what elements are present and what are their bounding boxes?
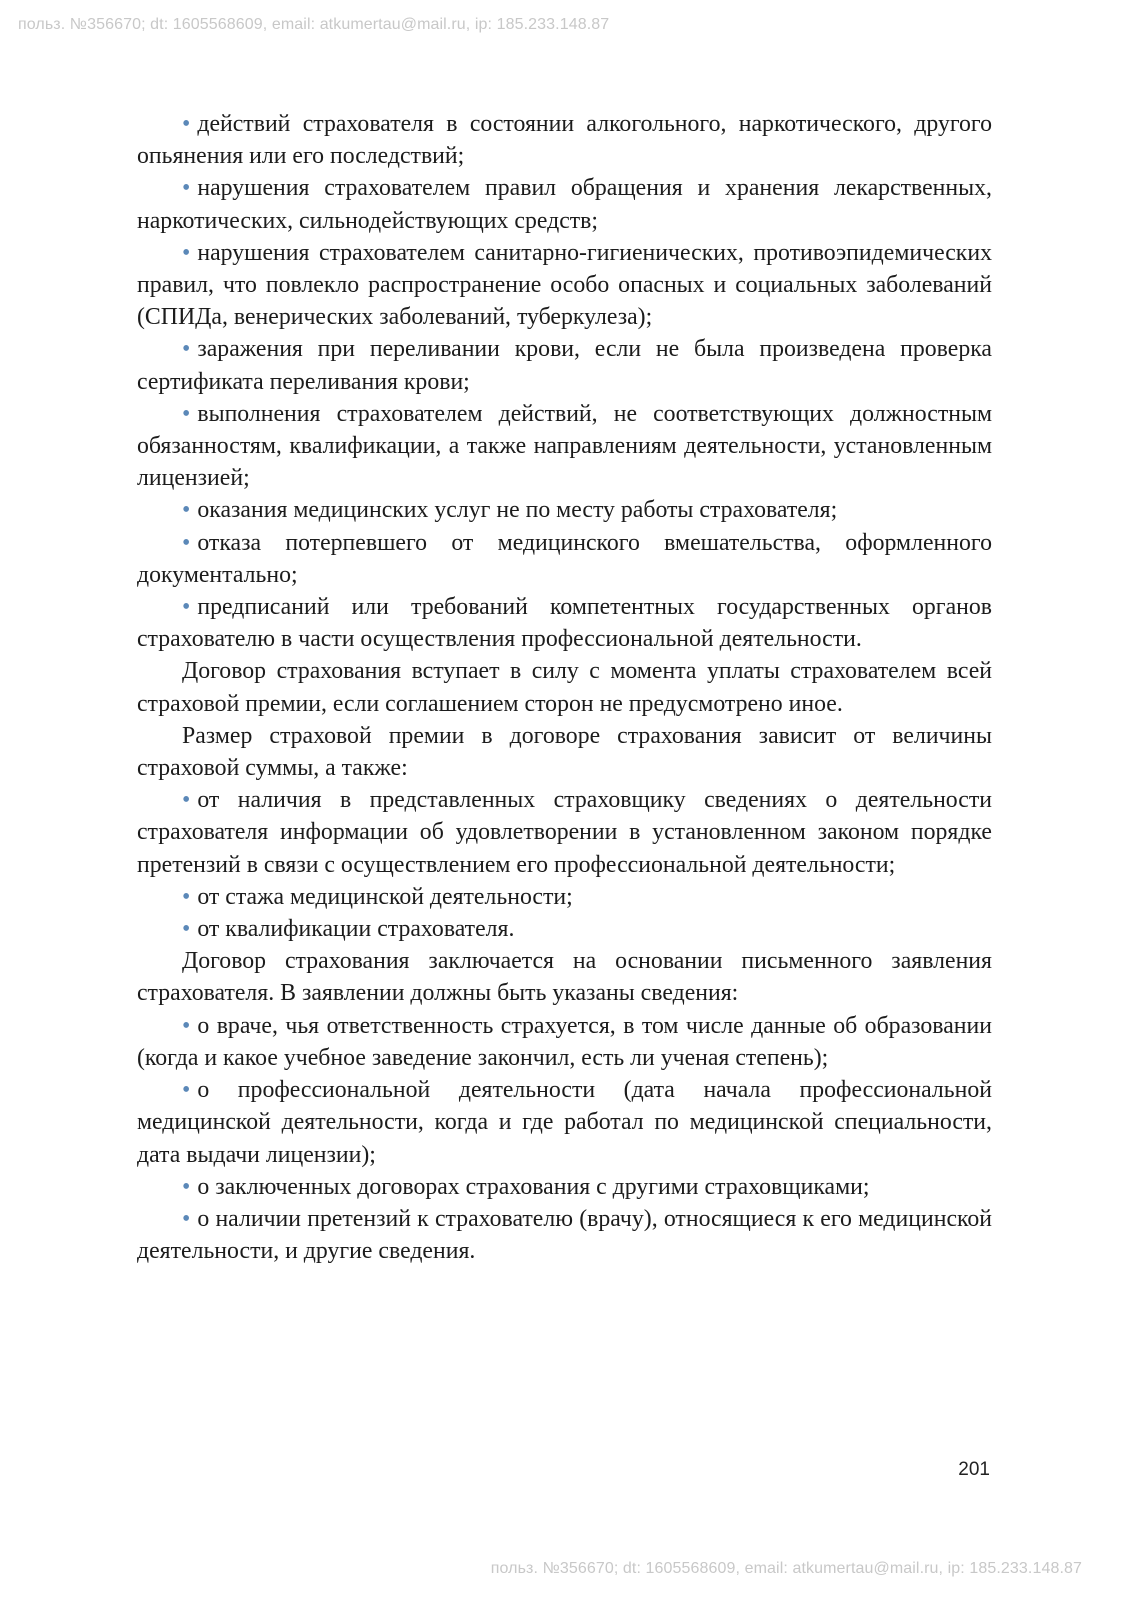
paragraph	[137, 1010, 992, 1074]
paragraph	[137, 108, 992, 172]
bullet-marker: •	[182, 175, 191, 202]
bullet-marker: •	[182, 239, 191, 266]
paragraph	[137, 527, 992, 591]
paragraph	[137, 913, 992, 945]
paragraph	[137, 1074, 992, 1171]
watermark-top: польз. №356670; dt: 1605568609, email: atkumertau@mail.ru, ip: 185.233.148.87	[18, 16, 610, 33]
paragraph-text: Договор страхования заключается на основании письменного заявления страхователя. В заявлении должны быть указаны сведения:	[137, 948, 992, 1007]
bullet-marker: •	[182, 336, 191, 363]
paragraph-text: от наличия в представленных страховщику сведениях о деятельности страхователя информации об удовлетворении в установленном законом порядке претензий в связи с осуществлением его профессиональной деятельности;	[137, 787, 992, 878]
bullet-marker: •	[182, 529, 191, 556]
bullet-marker: •	[182, 594, 191, 621]
paragraph	[137, 945, 992, 1009]
paragraph-text: Договор страхования вступает в силу с момента уплаты страхователем всей страховой премии, если соглашением сторон не предусмотрено иное.	[137, 658, 992, 717]
bullet-marker: •	[182, 883, 191, 910]
bullet-marker: •	[182, 1077, 191, 1104]
paragraph	[137, 398, 992, 495]
paragraph	[137, 1171, 992, 1203]
paragraph	[137, 237, 992, 334]
paragraph-text: отказа потерпевшего от медицинского вмешательства, оформленного документально;	[137, 529, 992, 588]
bullet-marker: •	[182, 916, 191, 943]
paragraph	[137, 494, 992, 526]
body-text	[137, 108, 992, 1267]
paragraph	[137, 1203, 992, 1267]
paragraph-text: от квалификации страхователя.	[197, 916, 515, 943]
paragraph	[137, 591, 992, 655]
paragraph-text: Размер страховой премии в договоре страхования зависит от величины страховой суммы, а также:	[137, 722, 992, 782]
bullet-marker: •	[182, 111, 191, 137]
bullet-marker: •	[182, 400, 191, 427]
paragraph-text: о профессиональной деятельности (дата начала профессиональной медицинской деятельности, когда и где работал по медицинской специальности, дата выдачи лицензии);	[137, 1077, 992, 1168]
paragraph-text: о враче, чья ответственность страхуется, в том числе данные об образовании (когда и какое учебное заведение закончил, есть ли ученая степень);	[137, 1012, 992, 1071]
paragraph-text: выполнения страхователем действий, не соответствующих должностным обязанностям, квалификации, а также направлениям деятельности, установленным лицензией;	[137, 400, 992, 492]
bullet-marker: •	[182, 787, 191, 814]
paragraph-text: о заключенных договорах страхования с другими страховщиками;	[197, 1173, 870, 1200]
paragraph	[137, 655, 992, 719]
paragraph-text: от стажа медицинской деятельности;	[197, 883, 573, 910]
paragraph-text: предписаний или требований компетентных государственных органов страхователю в части осуществления профессиональной деятельности.	[137, 594, 992, 653]
paragraph-text: нарушения страхователем правил обращения и хранения лекарственных, наркотических, сильнодействующих средств;	[137, 175, 992, 234]
paragraph	[137, 172, 992, 236]
bullet-marker: •	[182, 1173, 191, 1200]
paragraph	[137, 881, 992, 913]
paragraph-text: оказания медицинских услуг не по месту работы страхователя;	[197, 497, 838, 524]
bullet-marker: •	[182, 1012, 191, 1039]
page-number: 201	[958, 1459, 990, 1480]
watermark-bottom: польз. №356670; dt: 1605568609, email: atkumertau@mail.ru, ip: 185.233.148.87	[490, 1560, 1082, 1577]
paragraph	[137, 720, 992, 784]
paragraph-text: действий страхователя в состоянии алкогольного, наркотического, другого опьянения или его последствий;	[137, 111, 992, 170]
paragraph	[137, 333, 992, 397]
bullet-marker: •	[182, 497, 191, 524]
paragraph-text: заражения при переливании крови, если не была произведена проверка сертификата переливания крови;	[137, 336, 992, 395]
paragraph	[137, 784, 992, 881]
bullet-marker: •	[182, 1205, 191, 1232]
paragraph-text: нарушения страхователем санитарно-гигиенических, противоэпидемических правил, что повлекло распространение особо опасных и социальных заболеваний (СПИДа, венерических заболеваний, туберкулеза);	[137, 239, 992, 331]
paragraph-text: о наличии претензий к страхователю (врачу), относящиеся к его медицинской деятельности, и другие сведения.	[137, 1205, 992, 1265]
